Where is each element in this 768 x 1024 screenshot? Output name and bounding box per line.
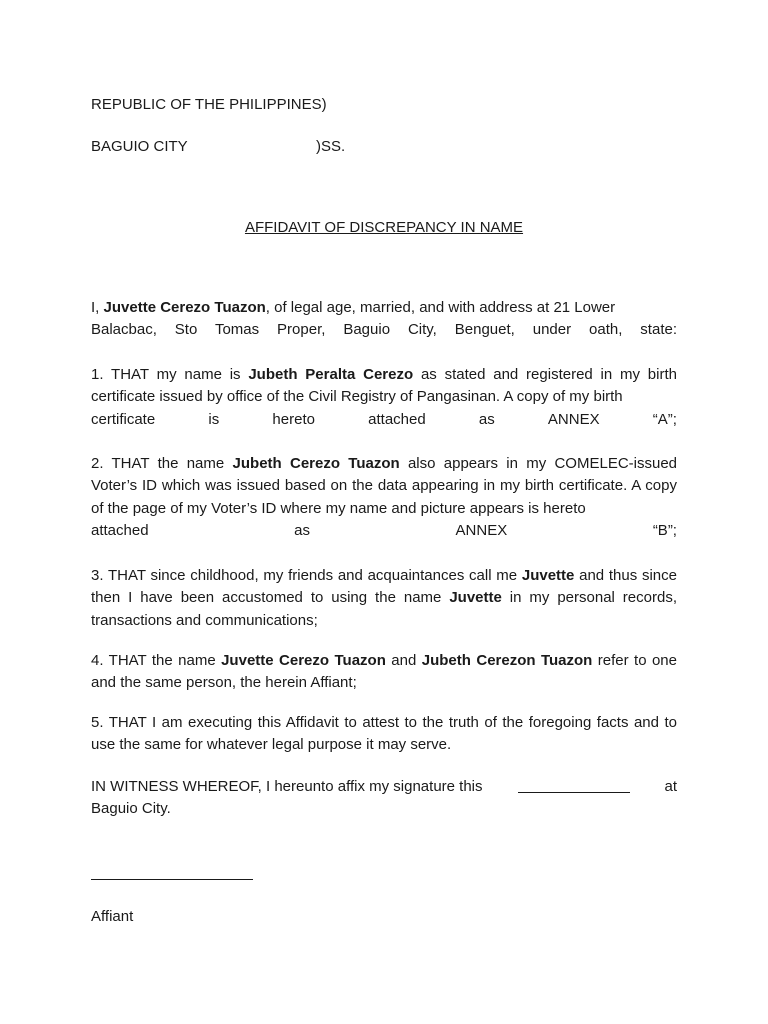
nickname-1: Juvette [521,567,575,584]
paragraph-2: 2. THAT the name Jubeth Cerezo Tuazon also appears in my COMELEC-issued Voter’s ID which was issued based on the data appearing in my birth certificate. A copy of the page of my Voter’s ID where my name and picture appears is hereto attached as ANNEX “B”; [91,453,677,542]
caption-republic: REPUBLIC OF THE PHILIPPINES) [91,96,327,113]
affiant-name: Juvette Cerezo Tuazon [103,299,266,316]
para1-last-word: as [478,410,495,428]
para1-last-word: is [208,410,220,428]
para2-last-word: ANNEX [455,521,508,539]
paragraph-1: 1. THAT my name is Jubeth Peralta Cerezo as stated and registered in my birth certificate issued by office of the Civil Registry of Pangasinan. A copy of my birth certificate is hereto attached as ANNEX “A”; [91,364,677,431]
document-title: AFFIDAVIT OF DISCREPANCY IN NAME [244,219,524,236]
para2-last-word: “B”; [652,521,677,539]
caption-ss: )SS. [316,138,346,155]
para1-last-word: certificate [91,410,156,428]
name-variant-1: Juvette Cerezo Tuazon [221,652,386,669]
para2-last-word: attached [91,521,149,539]
witness-line-2: Baguio City. [91,800,171,818]
nickname-2: Juvette [449,589,502,607]
witness-paragraph [91,776,677,821]
caption-city: BAGUIO CITY [91,138,188,155]
intro-paragraph [91,297,677,342]
voter-id-name: Jubeth Cerezo Tuazon [232,455,400,472]
intro-line-1: I, Juvette Cerezo Tuazon, of legal age, married, and with address at 21 Lower [91,299,616,316]
signature-line [91,879,253,880]
paragraph-5: 5. THAT I am executing this Affidavit to attest to the truth of the foregoing facts and to use the same for whatever legal purpose it may serve. [91,714,677,754]
affiant-label: Affiant [91,908,134,925]
date-blank [518,776,630,793]
intro-line-2: Balacbac, Sto Tomas Proper, Baguio City, Benguet, under oath, state: [91,321,677,339]
para1-last-word: hereto [272,410,315,428]
name-variant-2: Jubeth Cerezon Tuazon [421,652,593,669]
paragraph-1-last-line [91,409,677,431]
para1-last-word: ANNEX [547,410,600,428]
paragraph-2-last-line [91,520,677,542]
para2-last-word: as [294,521,310,539]
para1-last-word: attached [368,410,426,428]
paragraph-4: 4. THAT the name Juvette Cerezo Tuazon and Jubeth Cerezon Tuazon refer to one and the same person, the herein Affiant; [91,652,677,692]
birth-name: Jubeth Peralta Cerezo [248,366,414,383]
paragraph-3: 3. THAT since childhood, my friends and acquaintances call me Juvette and thus since then I have been accustomed to using the name Juvette in my personal records, transactions and communications; [91,567,677,629]
para1-last-word: “A”; [652,410,677,428]
witness-line-1: IN WITNESS WHEREOF, I hereunto affix my signature this at [91,778,677,795]
